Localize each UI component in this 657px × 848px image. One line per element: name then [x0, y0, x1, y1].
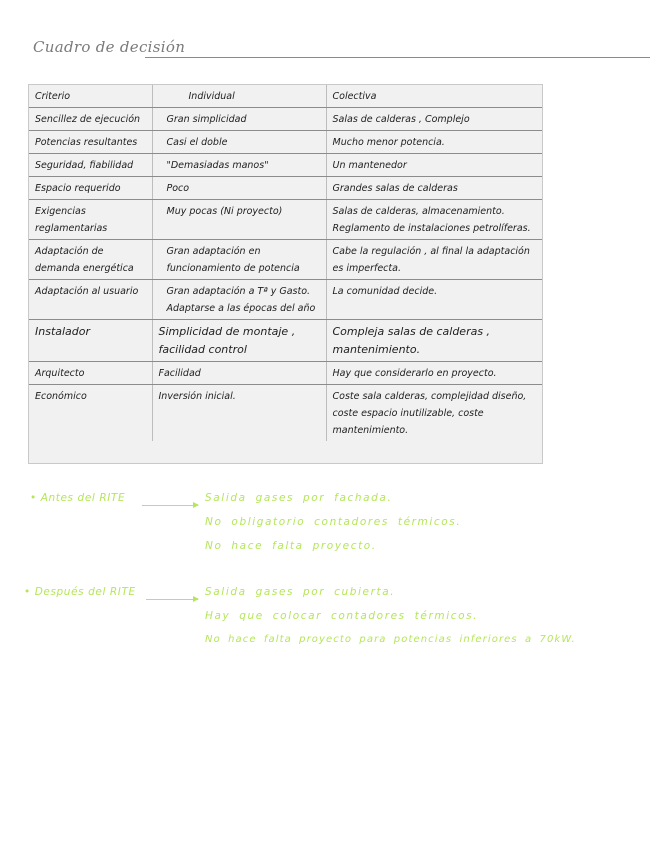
header-criterio: Criterio [29, 85, 152, 108]
decision-table-container [28, 84, 543, 464]
cell-individual: Muy pocas (Ni proyecto) [152, 200, 326, 240]
header-individual: Individual [152, 85, 326, 108]
cell-criterion: Espacio requerido [29, 177, 152, 200]
cell-collective: La comunidad decide. [326, 280, 542, 320]
table-row [29, 240, 542, 280]
arrow-icon [146, 599, 198, 600]
cell-individual: "Demasiadas manos" [152, 154, 326, 177]
table-row [29, 108, 542, 131]
cell-collective: Mucho menor potencia. [326, 131, 542, 154]
cell-criterion: Instalador [29, 320, 152, 362]
cell-individual: Gran simplicidad [152, 108, 326, 131]
table-header-row [29, 85, 542, 108]
cell-criterion: Sencillez de ejecución [29, 108, 152, 131]
note-line: No hace falta proyecto para potencias inferiores a 70kW. [205, 634, 576, 645]
cell-criterion: Exigencias reglamentarias [29, 200, 152, 240]
note-line: Salida gases por cubierta. [205, 586, 396, 598]
note-line: No obligatorio contadores térmicos. [205, 516, 462, 528]
cell-collective: Hay que considerarlo en proyecto. [326, 362, 542, 385]
cell-individual: Facilidad [152, 362, 326, 385]
note-line: No hace falta proyecto. [205, 540, 377, 552]
table-row [29, 362, 542, 385]
cell-criterion: Seguridad, fiabilidad [29, 154, 152, 177]
cell-collective: Un mantenedor [326, 154, 542, 177]
note-label-before: • Antes del RITE [30, 492, 126, 504]
cell-criterion: Económico [35, 391, 87, 402]
cell-criterion: Potencias resultantes [29, 131, 152, 154]
cell-criterion: Adaptación al usuario [29, 280, 152, 320]
cell-criterion: Adaptación de demanda energética [29, 240, 152, 280]
cell-individual: Gran adaptación en funcionamiento de potencia [152, 240, 326, 280]
cell-individual: Simplicidad de montaje , facilidad control [152, 320, 326, 362]
table-row [29, 385, 542, 442]
cell-collective: Grandes salas de calderas [326, 177, 542, 200]
note-line: Hay que colocar contadores térmicos. [205, 610, 479, 622]
cell-individual: Poco [152, 177, 326, 200]
table-row [29, 320, 542, 362]
note-line: Salida gases por fachada. [205, 492, 393, 504]
table-row [29, 131, 542, 154]
cell-collective: Cabe la regulación , al final la adaptación es imperfecta. [326, 240, 542, 280]
cell-collective: Coste sala calderas, complejidad diseño, coste espacio inutilizable, coste mantenimiento. [326, 385, 542, 442]
note-label-after: • Después del RITE [24, 586, 136, 598]
cell-criterion: Arquitecto [29, 362, 152, 385]
decision-table [29, 85, 542, 441]
arrow-icon [142, 505, 198, 506]
cell-individual: Casi el doble [152, 131, 326, 154]
cell-individual: Gran adaptación a Tª y Gasto. Adaptarse a las épocas del año [152, 280, 326, 320]
cell-collective: Salas de calderas, almacenamiento. Reglamento de instalaciones petrolíferas. [326, 200, 542, 240]
page-title: Cuadro de decisión [33, 38, 186, 56]
cell-collective: Salas de calderas , Complejo [326, 108, 542, 131]
cell-individual: Inversión inicial. [152, 385, 326, 442]
table-row [29, 177, 542, 200]
cell-collective: Compleja salas de calderas , mantenimiento. [326, 320, 542, 362]
table-row [29, 200, 542, 240]
table-row [29, 154, 542, 177]
table-row [29, 280, 542, 320]
title-underline [145, 57, 650, 58]
header-colectiva: Colectiva [326, 85, 542, 108]
